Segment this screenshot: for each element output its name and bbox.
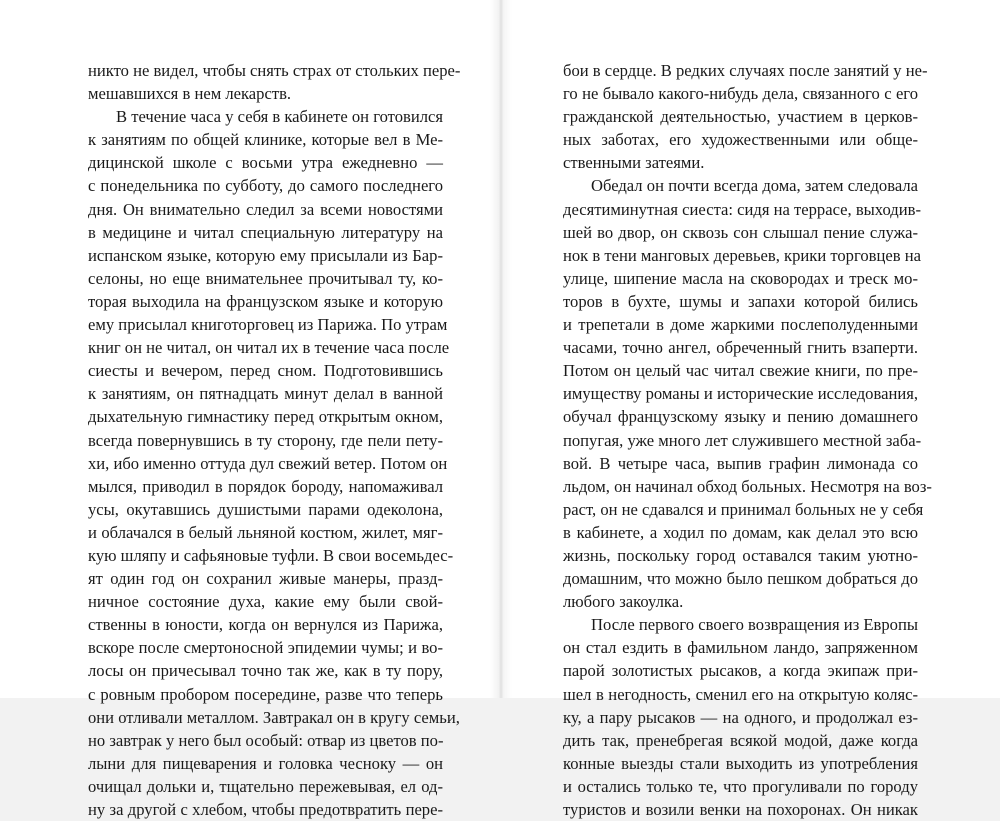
text-line: попугая, уже много лет служившего местной заба- — [563, 430, 922, 450]
text-line: шел в негодность, сменил его на открытую коляс- — [563, 684, 918, 704]
text-line: в кабинете, а ходил по домам, как делал это всю — [563, 522, 918, 542]
text-line: в медицине и читал специальную литературу на — [88, 222, 443, 242]
text-line: ственными затеями. — [563, 153, 705, 173]
text-line: туристов и возили венки на похоронах. Он никак — [563, 800, 918, 819]
text-line: усы, окутавшись душистыми парами одеколона, — [88, 499, 443, 519]
text-line: ку, а пару рысаков — на одного, и продолжал ез- — [563, 707, 918, 727]
text-line: торов в бухте, шумы и запахи которой бились — [563, 291, 918, 311]
text-line: он стал ездить в фамильном ландо, запряженном — [563, 638, 918, 658]
book-gutter-shadow — [490, 0, 512, 698]
text-line: жизнь, поскольку город оставался таким уютно- — [563, 545, 918, 565]
text-line: ему присылал книготорговец из Парижа. По утрам — [88, 315, 448, 335]
text-line: с понедельника по субботу, до самого последнего — [88, 176, 443, 196]
text-line: Обедал он почти всегда дома, затем следовала — [591, 176, 918, 196]
text-line: хи, ибо именно оттуда дул свежий ветер. Потом он — [88, 453, 448, 473]
text-line: любого закоулка. — [563, 592, 684, 612]
text-line: обучал французскому языку и пению домашнего — [563, 407, 918, 427]
text-line: парой золотистых рысаков, а когда экипаж при- — [563, 661, 918, 681]
text-line: кую шляпу и сафьяновые туфли. В свои восемьдес- — [88, 545, 454, 565]
text-line: конные выезды стали выходить из употребления — [563, 753, 918, 773]
text-line: торая выходила на французском языке и которую — [88, 291, 443, 311]
text-line: и облачался в белый льняной костюм, жилет, мяг- — [88, 522, 443, 542]
text-line: селоны, но еще внимательнее прочитывал ту, ко- — [88, 268, 443, 288]
text-line: раст, он не сдавался и принимал больных не у себя — [563, 499, 924, 519]
text-line: бои в сердце. В редких случаях после занятий у не- — [563, 61, 928, 80]
text-line: они отливали металлом. Завтракал он в кругу семьи, — [88, 707, 460, 727]
left-page-text — [88, 59, 461, 821]
text-line: Потом он целый час читал свежие книги, по пре- — [563, 361, 918, 381]
text-line: домашним, что можно было пешком добраться до — [563, 569, 918, 589]
text-line: В течение часа у себя в кабинете он готовился — [116, 107, 443, 127]
text-line: к занятиям, он пятнадцать минут делал в ванной — [88, 384, 443, 404]
text-line: го не бывало какого-нибудь дела, связанного с его — [563, 84, 918, 104]
text-line: вой. В четыре часа, выпив графин лимонада со — [563, 453, 918, 473]
text-line: После первого своего возвращения из Европы — [591, 615, 918, 635]
text-line: сиесты и вечером, перед сном. Подготовившись — [88, 361, 443, 381]
text-line: ничное состояние духа, какие ему были свой- — [88, 592, 443, 612]
text-line: к занятиям по общей клинике, которые вел в Ме- — [88, 130, 443, 150]
text-line: мылся, приводил в порядок бороду, напомаживал — [88, 476, 443, 496]
text-line: льдом, он начинал обход больных. Несмотря на воз- — [563, 476, 932, 496]
text-line: всегда повернувшись в ту сторону, где пели пету- — [88, 430, 443, 450]
text-line: и остались только те, что прогуливали по городу — [563, 776, 918, 796]
text-line: вскоре после смертоносной эпидемии чумы; и во- — [88, 638, 443, 658]
text-line: но завтрак у него был особый: отвар из цветов по- — [88, 730, 444, 750]
text-line: книг он не читал, он читал их в течение часа после — [88, 338, 450, 358]
left-page — [0, 0, 500, 819]
text-line: и трепетали в доме жаркими послеполуденными — [563, 315, 918, 335]
text-line: дицинской школе с восьми утра ежедневно — — [88, 153, 443, 173]
text-line: дить так, пренебрегая всякой модой, даже когда — [563, 730, 918, 750]
text-line: улице, шипение масла на сковородах и треск мо- — [563, 268, 918, 288]
text-line: лосы он причесывал точно так же, как в ту пору, — [88, 661, 443, 681]
text-line: ят один год он сохранил живые манеры, празд- — [88, 569, 443, 589]
text-line: дня. Он внимательно следил за всеми новостями — [88, 199, 443, 219]
text-line: ственны в юности, когда он вернулся из Парижа, — [88, 615, 443, 635]
text-line: очищал дольки и, тщательно пережевывая, ел од- — [88, 776, 443, 796]
text-line: мешавшихся в нем лекарств. — [88, 84, 292, 104]
text-line: дыхательную гимнастику перед открытым окном, — [88, 407, 443, 427]
text-line: десятиминутная сиеста: сидя на террасе, выходив- — [563, 199, 921, 219]
text-line: лыни для пищеварения и головка чесноку — он — [88, 753, 443, 773]
text-line: часами, точно ангел, обреченный гнить взаперти. — [563, 338, 918, 358]
text-line: испанском языке, которую ему присылали из Бар- — [88, 245, 443, 265]
text-line: шей во двор, он сквозь сон слышал пение служа- — [563, 222, 918, 242]
text-line: имуществу романы и исторические исследования, — [563, 384, 918, 404]
right-page — [500, 0, 1000, 819]
text-line: ных заботах, его художественными или обще- — [563, 130, 918, 150]
text-line: никто не видел, чтобы снять страх от стольких пере- — [88, 61, 461, 80]
text-line: нок в тени манговых деревьев, крики торговцев на — [563, 245, 921, 265]
text-line: с ровным пробором посередине, разве что теперь — [88, 684, 443, 704]
right-page-text — [563, 59, 932, 821]
text-line: гражданской деятельностью, участием в церков- — [563, 107, 918, 127]
text-line: ну за другой с хлебом, чтобы предотвратить пере- — [88, 800, 443, 819]
